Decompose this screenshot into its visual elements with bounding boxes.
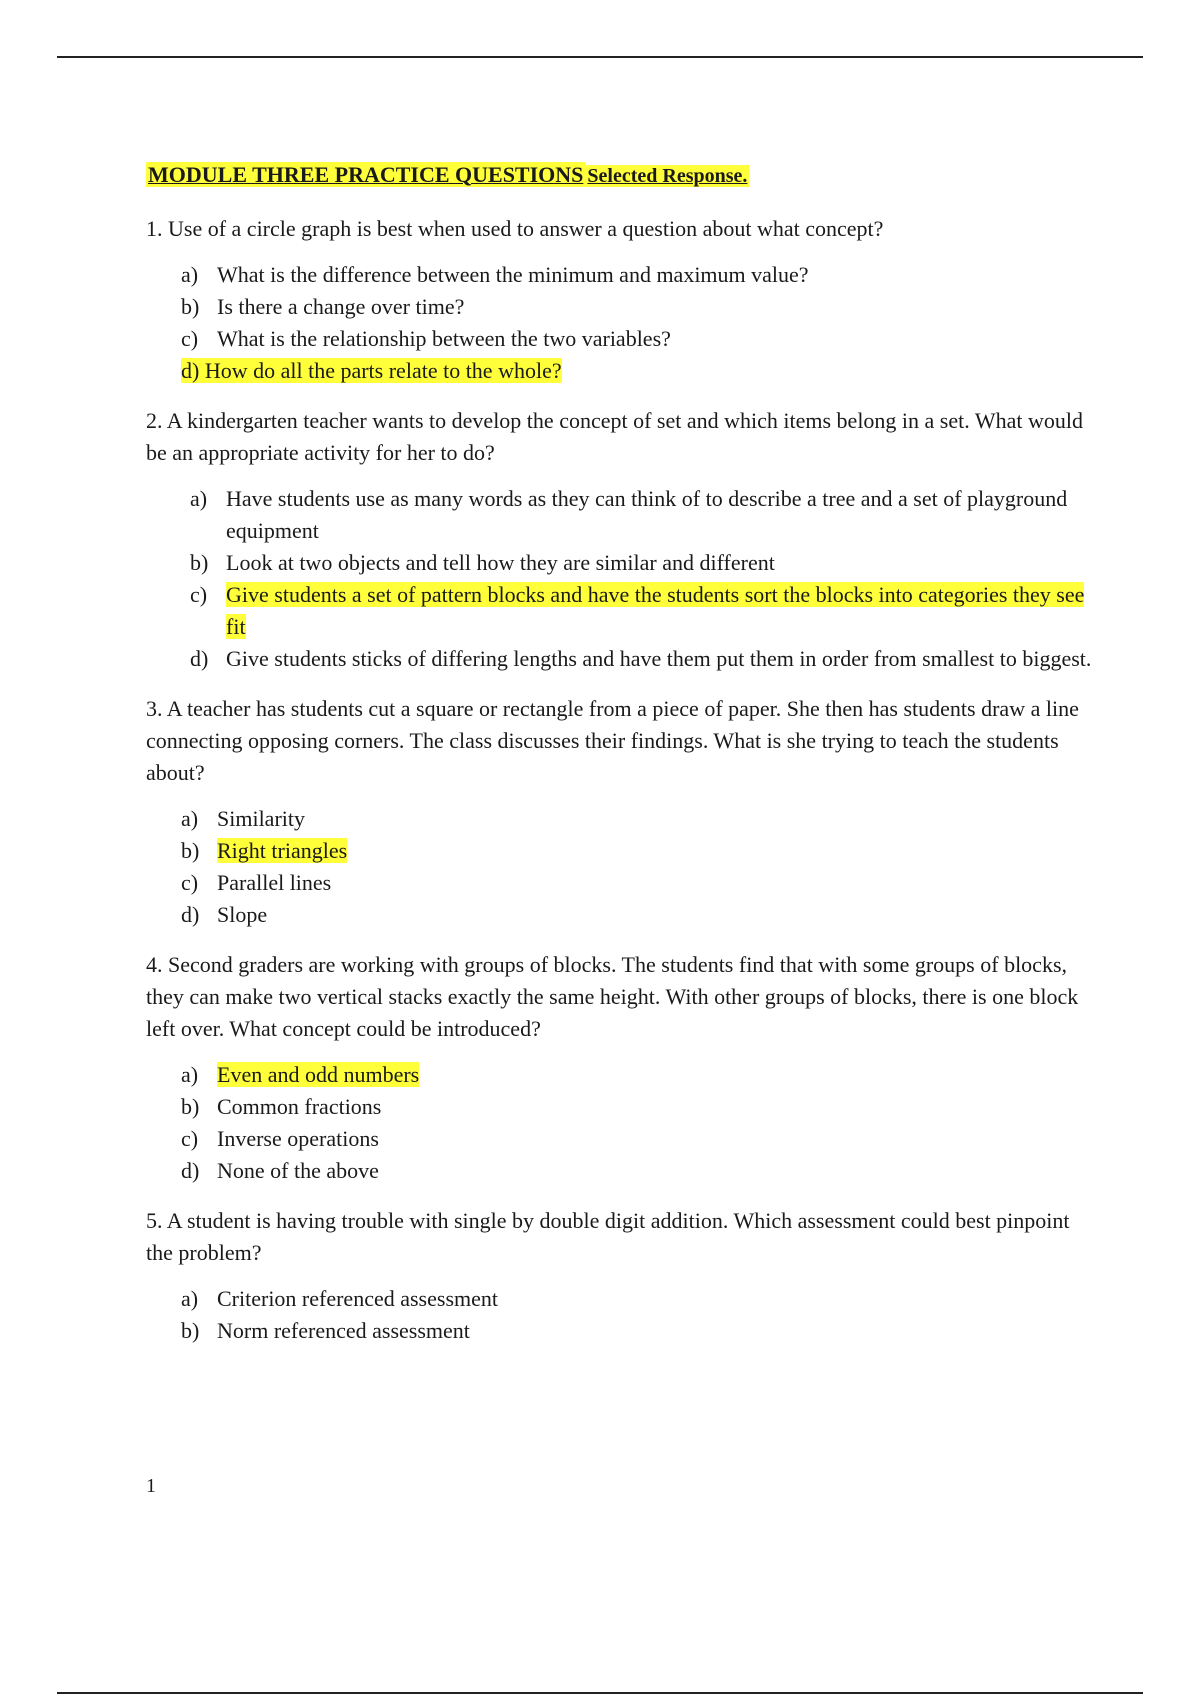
option-c: [146, 323, 1096, 355]
option-letter: d): [181, 1158, 200, 1183]
option-d: [146, 1155, 1096, 1187]
option-text: Slope: [217, 902, 268, 927]
option-text: Norm referenced assessment: [217, 1318, 470, 1343]
top-rule: [57, 56, 1143, 58]
option-a: [146, 259, 1096, 291]
answer-options: [146, 483, 1096, 675]
option-letter: a): [181, 806, 199, 831]
document-heading: [146, 160, 1096, 193]
option-letter: c): [190, 582, 208, 607]
option-c: [146, 867, 1096, 899]
highlighted-answer: Right triangles: [217, 838, 348, 863]
option-text: How do all the parts relate to the whole?: [204, 358, 562, 383]
option-text: None of the above: [217, 1158, 379, 1183]
question-1: [146, 213, 1096, 387]
highlighted-answer: [181, 358, 562, 383]
option-letter: d): [190, 646, 209, 671]
option-text: Give students sticks of differing lengths and have them put them in order from smallest to biggest.: [226, 646, 1092, 671]
option-letter: c): [181, 870, 199, 895]
option-text: Similarity: [217, 806, 305, 831]
option-text: Common fractions: [217, 1094, 382, 1119]
option-b-highlighted: [146, 835, 1096, 867]
question-text: 1. Use of a circle graph is best when used to answer a question about what concept?: [146, 216, 884, 241]
option-letter: b): [181, 1318, 200, 1343]
answer-options: [146, 259, 1096, 387]
option-d-highlighted: [146, 355, 1096, 387]
option-text: Is there a change over time?: [217, 294, 465, 319]
question-4: [146, 949, 1096, 1187]
question-2: [146, 405, 1096, 675]
option-b: [146, 547, 1096, 579]
highlighted-answer: Even and odd numbers: [217, 1062, 420, 1087]
heading-subtitle: Selected Response.: [587, 165, 748, 187]
option-letter: a): [190, 486, 208, 511]
document-body: [146, 160, 1096, 1365]
option-b: [146, 1315, 1096, 1347]
question-text: 3. A teacher has students cut a square or rectangle from a piece of paper. She then has students draw a line connecting opposing corners. The class discusses their findings. What is she trying to teach the students about?: [146, 696, 1079, 785]
question-text: 4. Second graders are working with groups of blocks. The students find that with some groups of blocks, they can make two vertical stacks exactly the same height. With other groups of blocks, there is one block left over. What concept could be introduced?: [146, 952, 1079, 1041]
answer-options: [146, 1283, 1096, 1347]
option-letter: a): [181, 1286, 199, 1311]
option-text: What is the relationship between the two variables?: [217, 326, 671, 351]
page-number: 1: [146, 1475, 156, 1497]
bottom-rule: [57, 1692, 1143, 1694]
option-text: Have students use as many words as they can think of to describe a tree and a set of playground equipment: [226, 486, 1068, 543]
question-3: [146, 693, 1096, 931]
option-letter: b): [181, 294, 200, 319]
option-b: [146, 291, 1096, 323]
question-text: 2. A kindergarten teacher wants to develop the concept of set and which items belong in a set. What would be an appropriate activity for her to do?: [146, 408, 1083, 465]
option-c-highlighted: [146, 579, 1096, 643]
option-a: [146, 483, 1096, 547]
answer-options: [146, 1059, 1096, 1187]
option-letter: a): [181, 262, 199, 287]
option-d: [146, 643, 1096, 675]
option-text: What is the difference between the minimum and maximum value?: [217, 262, 809, 287]
option-a: [146, 803, 1096, 835]
question-text: 5. A student is having trouble with single by double digit addition. Which assessment could best pinpoint the problem?: [146, 1208, 1070, 1265]
heading-title: MODULE THREE PRACTICE QUESTIONS: [148, 162, 584, 187]
option-letter: c): [181, 1126, 199, 1151]
option-letter: a): [181, 1062, 199, 1087]
option-a: [146, 1283, 1096, 1315]
option-d: [146, 899, 1096, 931]
option-text: Inverse operations: [217, 1126, 379, 1151]
option-text: Parallel lines: [217, 870, 332, 895]
highlighted-answer: Give students a set of pattern blocks and have the students sort the blocks into categories they see fit: [226, 582, 1085, 639]
option-a-highlighted: [146, 1059, 1096, 1091]
answer-options: [146, 803, 1096, 931]
option-letter: b): [181, 838, 200, 863]
question-5: [146, 1205, 1096, 1347]
option-c: [146, 1123, 1096, 1155]
option-letter: d): [181, 358, 200, 383]
option-letter: b): [190, 550, 209, 575]
option-letter: c): [181, 326, 199, 351]
option-b: [146, 1091, 1096, 1123]
option-text: Look at two objects and tell how they are similar and different: [226, 550, 775, 575]
option-letter: d): [181, 902, 200, 927]
option-text: Criterion referenced assessment: [217, 1286, 498, 1311]
option-letter: b): [181, 1094, 200, 1119]
